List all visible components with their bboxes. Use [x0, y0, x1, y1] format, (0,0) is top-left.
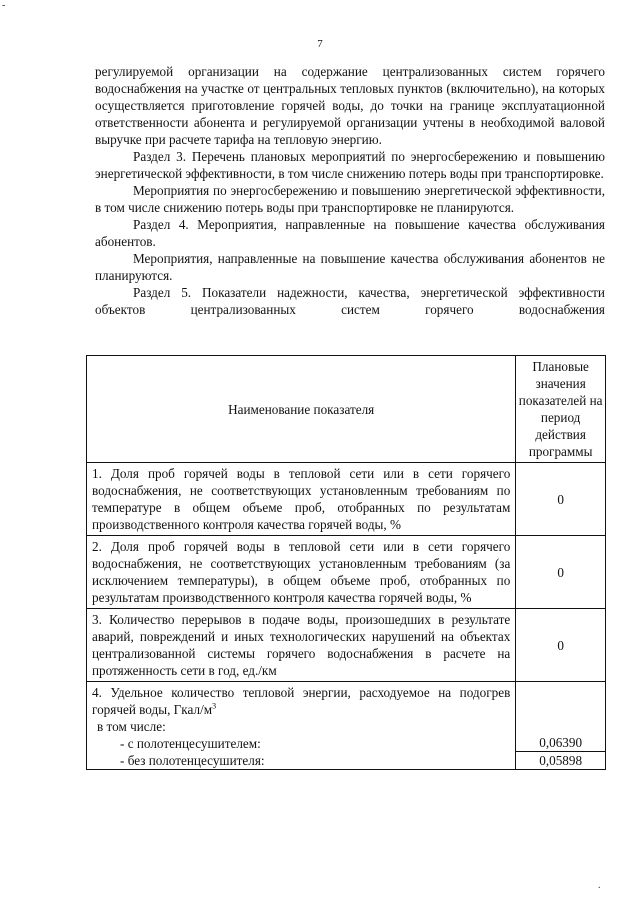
paragraph-section-5-heading: Раздел 5. Показатели надежности, качества, энергетической эффективности объектов централизованных систем горячего водоснабжения [95, 285, 605, 317]
indicator-value: 0 [516, 463, 606, 536]
paragraph-section-3-heading: Раздел 3. Перечень плановых мероприятий по энергосбережению и повышению энергетической эффективности, в том числе снижению потерь воды при транспортировке. [95, 149, 605, 181]
paragraph-section-4-text: Мероприятия, направленные на повышение качества обслуживания абонентов не планируются. [95, 251, 605, 283]
heat-energy-title [87, 682, 515, 718]
indicator-value: 0 [516, 536, 606, 609]
paragraph-section-4-heading: Раздел 4. Мероприятия, направленные на повышение качества обслуживания абонентов. [95, 217, 605, 249]
header-indicator-name: Наименование показателя [87, 356, 516, 463]
heat-energy-item-with-dryer: - с полотенцесушителем: [120, 736, 261, 751]
heat-energy-subheading: в том числе: [97, 719, 166, 734]
indicator-name-heat-energy [87, 682, 516, 770]
corner-mark-bottom-right: . [598, 880, 601, 891]
paragraph-section-3-text: Мероприятия по энергосбережению и повышению энергетической эффективности, в том числе снижению потерь воды при транспортировке не планируются. [95, 183, 605, 215]
document-body [95, 63, 605, 318]
page-number: 7 [317, 38, 323, 50]
table-row [87, 609, 606, 682]
corner-mark-top-left: - [2, 0, 6, 11]
paragraph-continuation: регулируемой организации на содержание централизованных систем горячего водоснабжения на участке от центральных тепловых пунктов (включительно), на которых осуществляется приготовление горячей воды, до точки на границе эксплуатационной ответственности абонента и регулируемой организации учтены в необходимой валовой выручке при расчете тарифа на тепловую энергию. [95, 64, 605, 147]
indicators-table [86, 355, 606, 770]
table-row [87, 463, 606, 536]
table-header-row [87, 356, 606, 463]
heat-energy-title-text: 4. Удельное количество тепловой энергии, расходуемое на подогрев горячей воды, Гкал/м [92, 685, 511, 717]
indicator-name: 1. Доля проб горячей воды в тепловой сети или в сети горячего водоснабжения, не соответствующих установленным требованиям по температуре в общем объеме проб, отобранных по результатам производственного контроля качества горячей воды, % [87, 463, 516, 536]
indicator-value: 0 [516, 609, 606, 682]
unit-superscript: 3 [212, 701, 217, 711]
value-with-dryer: 0,06390 [516, 734, 605, 752]
table-row [87, 682, 606, 770]
indicator-name: 2. Доля проб горячей воды в тепловой сети или в сети горячего водоснабжения, не соответствующих установленным требованиям (за исключением температуры), в общем объеме проб, отобранных по результатам производственного контроля качества горячей воды, % [87, 536, 516, 609]
heat-energy-item-without-dryer: - без полотенцесушителя: [120, 753, 265, 768]
table-row [87, 536, 606, 609]
heat-energy-values [516, 682, 606, 770]
indicator-name: 3. Количество перерывов в подаче воды, произошедших в результате аварий, повреждений и иных технологических нарушений на объектах централизованной системы горячего водоснабжения в расчете на протяженность сети в год, ед./км [87, 609, 516, 682]
header-planned-values: Плановые значения показателей на период действия программы [516, 356, 606, 463]
value-without-dryer: 0,05898 [539, 753, 583, 768]
